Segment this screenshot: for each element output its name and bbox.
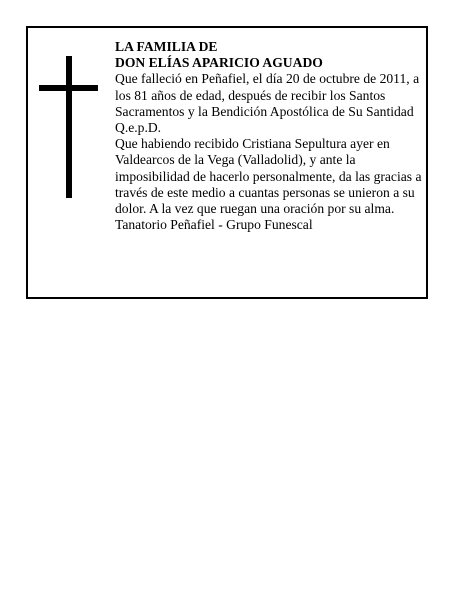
notice-text xyxy=(115,39,425,233)
cross-vertical-bar xyxy=(66,56,72,198)
notice-heading-line1: LA FAMILIA DE xyxy=(115,39,218,54)
notice-paragraph-death: Que falleció en Peñafiel, el día 20 de octubre de 2011, a los 81 años de edad, después de recibir los Santos Sacramentos y la Bendición Apostólica de Su Santidad Q.e.p.D. xyxy=(115,71,420,136)
obituary-notice xyxy=(26,26,428,299)
cross-horizontal-bar xyxy=(39,85,98,91)
notice-signature: Tanatorio Peñafiel - Grupo Funescal xyxy=(115,217,313,233)
notice-heading-line2: DON ELÍAS APARICIO AGUADO xyxy=(115,55,323,71)
notice-paragraph-thanks: Que habiendo recibido Cristiana Sepultura ayer en Valdearcos de la Vega (Valladolid), y ante la imposibilidad de hacerlo personalmente, da las gracias a través de este medio a cuantas personas se unieron a su dolor. A la vez que ruegan una oración por su alma. xyxy=(115,136,422,217)
